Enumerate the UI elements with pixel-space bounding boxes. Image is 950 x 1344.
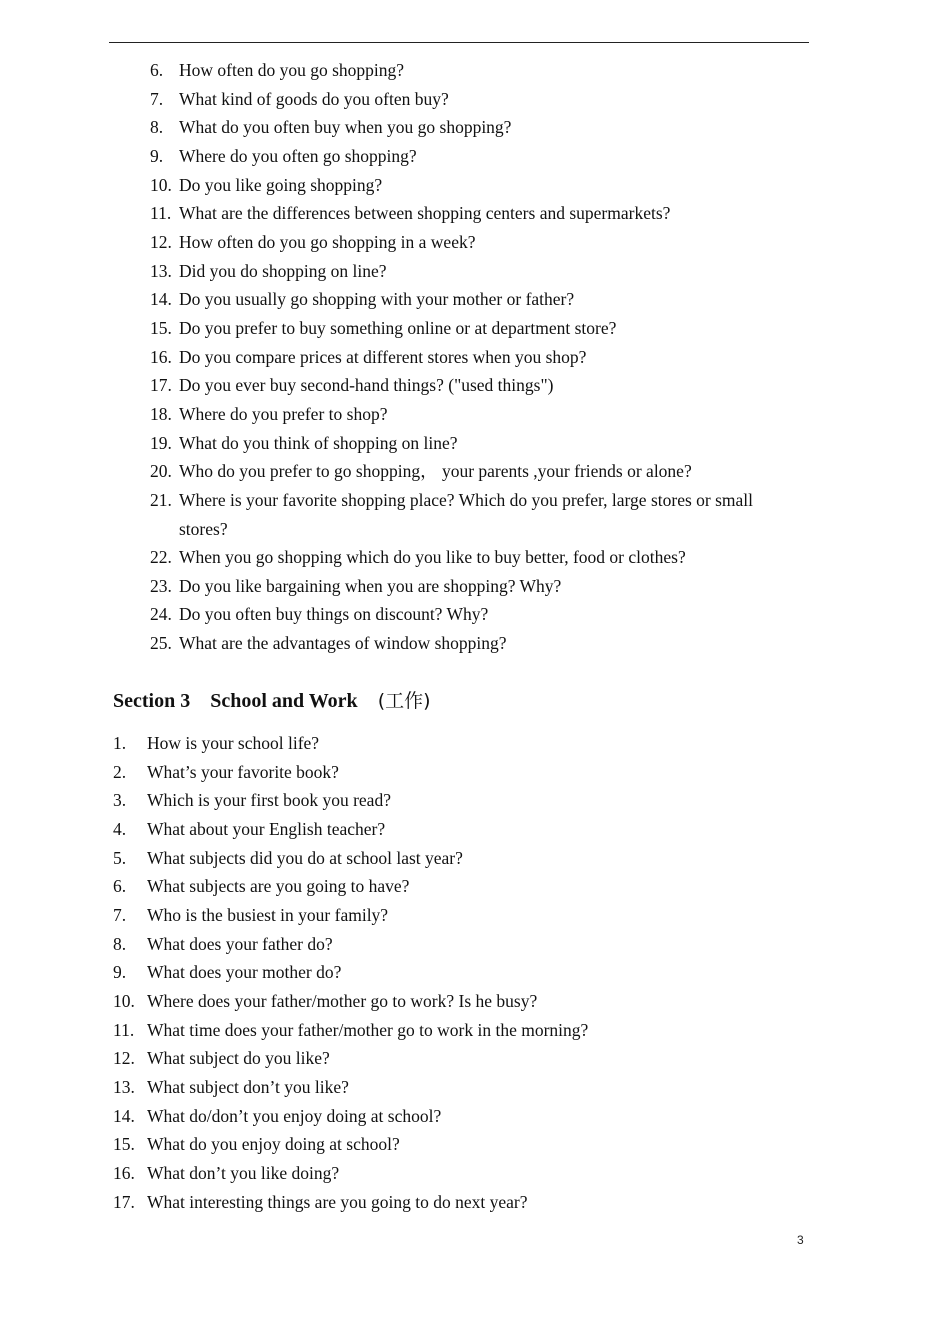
question-item (150, 572, 779, 601)
question-number: 14. (150, 289, 172, 310)
question-number: 17. (113, 1191, 135, 1212)
question-item (113, 1044, 588, 1073)
school-work-question-list (113, 729, 588, 1216)
question-item (150, 343, 779, 372)
question-text: Did you do shopping on line? (179, 260, 387, 281)
question-item (113, 815, 588, 844)
question-item (150, 257, 779, 286)
question-text: Where do you often go shopping? (179, 145, 417, 166)
question-item (113, 1188, 588, 1217)
question-number: 7. (113, 904, 127, 925)
question-number: 15. (113, 1134, 135, 1155)
question-text: Do you usually go shopping with your mother or father? (179, 289, 575, 310)
question-item (150, 629, 779, 658)
question-text: Who do you prefer to go shopping， your parents ,your friends or alone? (179, 461, 692, 482)
question-item (150, 285, 779, 314)
question-item (150, 113, 779, 142)
question-number: 16. (113, 1162, 135, 1183)
question-text: Do you like bargaining when you are shopping? Why? (179, 575, 562, 596)
question-item (113, 1016, 588, 1045)
question-number: 15. (150, 317, 172, 338)
question-text: What are the differences between shopping centers and supermarkets? (179, 203, 671, 224)
question-item (150, 56, 779, 85)
question-number: 3. (113, 790, 127, 811)
question-text: What don’t you like doing? (147, 1162, 340, 1183)
question-number: 14. (113, 1105, 135, 1126)
question-text: Where does your father/mother go to work? Is he busy? (147, 990, 538, 1011)
question-number: 25. (150, 633, 172, 654)
question-number: 16. (150, 346, 172, 367)
section-3-title-chinese: (工作) (377, 690, 431, 712)
question-text: Do you like going shopping? (179, 174, 383, 195)
question-text: What does your mother do? (147, 962, 342, 983)
question-number: 8. (150, 117, 164, 138)
question-number: 5. (113, 847, 127, 868)
question-text: When you go shopping which do you like to buy better, food or clothes? (179, 547, 686, 568)
question-item (150, 429, 779, 458)
question-item (150, 543, 779, 572)
question-item (113, 758, 588, 787)
question-text: Where do you prefer to shop? (179, 403, 388, 424)
question-item (150, 486, 779, 543)
question-number: 13. (113, 1076, 135, 1097)
question-text: What do you enjoy doing at school? (147, 1134, 400, 1155)
shopping-question-list (150, 56, 779, 658)
question-item (150, 142, 779, 171)
question-number: 17. (150, 375, 172, 396)
question-text: Do you ever buy second-hand things? ("used things") (179, 375, 554, 396)
question-text: What do you think of shopping on line? (179, 432, 458, 453)
question-item (150, 171, 779, 200)
question-number: 10. (113, 990, 135, 1011)
question-item (113, 1159, 588, 1188)
question-text: How often do you go shopping in a week? (179, 231, 476, 252)
question-text: What do/don’t you enjoy doing at school? (147, 1105, 442, 1126)
question-item (150, 371, 779, 400)
question-item (150, 199, 779, 228)
question-number: 6. (150, 60, 164, 80)
question-number: 22. (150, 547, 172, 568)
header-rule (109, 42, 809, 43)
question-item (113, 729, 588, 758)
question-text: How is your school life? (147, 733, 320, 753)
question-item (113, 1102, 588, 1131)
question-number: 9. (150, 145, 164, 166)
question-item (113, 844, 588, 873)
page-number: 3 (797, 1233, 804, 1247)
question-number: 6. (113, 876, 127, 897)
question-text: What does your father do? (147, 933, 333, 954)
question-item (113, 872, 588, 901)
question-number: 9. (113, 962, 127, 983)
question-text: What are the advantages of window shopping? (179, 633, 507, 654)
question-number: 20. (150, 461, 172, 482)
question-item (113, 901, 588, 930)
question-text: What kind of goods do you often buy? (179, 88, 449, 109)
question-number: 21. (150, 489, 172, 510)
question-item (150, 228, 779, 257)
question-number: 1. (113, 733, 127, 753)
question-text: What about your English teacher? (147, 818, 386, 839)
question-text: What do you often buy when you go shopping? (179, 117, 512, 138)
question-text: How often do you go shopping? (179, 60, 405, 80)
question-text: What interesting things are you going to do next year? (147, 1191, 528, 1212)
question-number: 12. (113, 1048, 135, 1069)
question-item (150, 600, 779, 629)
question-number: 4. (113, 818, 127, 839)
question-item (113, 1073, 588, 1102)
question-item (113, 930, 588, 959)
question-text: Where is your favorite shopping place? Which do you prefer, large stores or small stores? (179, 489, 754, 539)
question-number: 2. (113, 761, 127, 782)
question-text: What subjects did you do at school last year? (147, 847, 463, 868)
question-number: 11. (113, 1019, 135, 1040)
question-item (113, 987, 588, 1016)
section-3-title: Section 3 School and Work (113, 690, 378, 712)
question-item (150, 457, 779, 486)
question-item (150, 85, 779, 114)
question-item (150, 400, 779, 429)
question-number: 7. (150, 88, 164, 109)
question-text: What’s your favorite book? (147, 761, 339, 782)
question-item (113, 1130, 588, 1159)
question-text: Do you prefer to buy something online or at department store? (179, 317, 617, 338)
question-number: 23. (150, 575, 172, 596)
question-text: What subject do you like? (147, 1048, 330, 1069)
question-text: What subjects are you going to have? (147, 876, 410, 897)
section-3-heading (113, 686, 431, 713)
question-text: Who is the busiest in your family? (147, 904, 389, 925)
question-number: 10. (150, 174, 172, 195)
question-number: 11. (150, 203, 172, 224)
question-item (113, 958, 588, 987)
question-text: What subject don’t you like? (147, 1076, 349, 1097)
question-number: 13. (150, 260, 172, 281)
question-item (150, 314, 779, 343)
question-text: Which is your first book you read? (147, 790, 391, 811)
question-text: Do you often buy things on discount? Why? (179, 604, 489, 625)
question-text: Do you compare prices at different stores when you shop? (179, 346, 587, 367)
question-text: What time does your father/mother go to work in the morning? (147, 1019, 589, 1040)
question-item (113, 786, 588, 815)
question-number: 18. (150, 403, 172, 424)
question-number: 19. (150, 432, 172, 453)
question-number: 24. (150, 604, 172, 625)
question-number: 8. (113, 933, 127, 954)
question-number: 12. (150, 231, 172, 252)
